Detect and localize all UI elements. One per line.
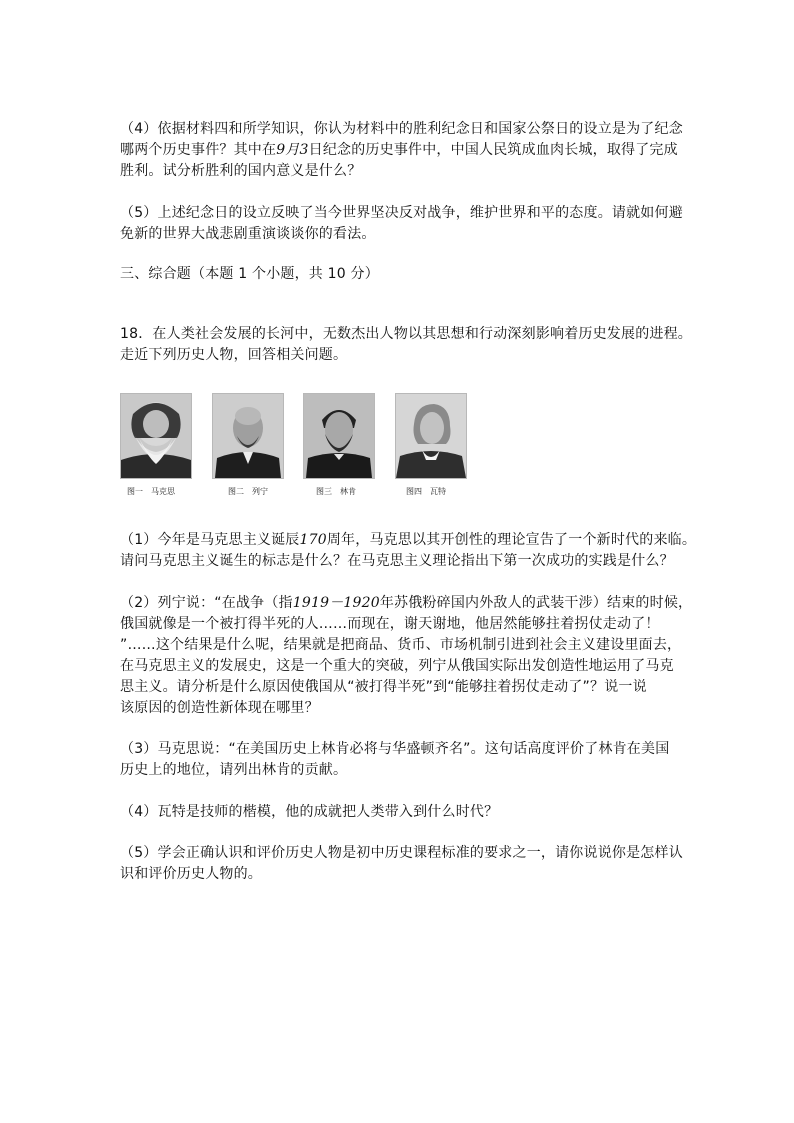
q18-part1-line2: 请问马克思主义诞生的标志是什么？在马克思主义理论指出下第一次成功的实践是什么？ [120,553,674,569]
q18-part2-line3: ”……这个结果是什么呢，结果就是把商品、货币、市场机制引进到社会主义建设里面去， [120,637,682,653]
caption-watt: 图四 瓦特 [406,487,446,496]
caption-lenin: 图二 列宁 [228,487,268,496]
q18-part4-line: （4）瓦特是技师的楷模，他的成就把人类带入到什么时代？ [120,804,499,820]
q17-part4-date: 9月3 [276,142,309,158]
portrait-marx [120,393,192,479]
q18-part3-line2: 历史上的地位，请列出林肯的贡献。 [120,762,348,778]
q17-part5-line2: 免新的世界大战悲剧重演谈谈你的看法。 [120,226,376,242]
q18-part2-text-b: 年苏俄粉碎国内外敌人的武装干涉）结束的时候， [379,595,693,611]
q18-part1-line1 [120,532,696,548]
q18-part2-text-a: （2）列宁说：“在战争（指 [120,595,293,611]
q18-part2-years: 1919－1920 [292,595,380,611]
q18-part2-line5: 思主义。请分析是什么原因使俄国从“被打得半死”到“能够拄着拐仗走动了”？说一说 [120,679,647,695]
q18-part2-line1 [120,595,692,611]
q18-part5-line1: （5）学会正确认识和评价历史人物是初中历史课程标准的要求之一，请你说说你是怎样认 [120,845,683,861]
caption-lincoln: 图三 林肯 [316,487,356,496]
q18-part5-line2: 识和评价历史人物的。 [120,866,262,882]
q18-intro-line1: 18．在人类社会发展的长河中，无数杰出人物以其思想和行动深刻影响着历史发展的进程。 [120,326,693,342]
q18-part3-line1: （3）马克思说：“在美国历史上林肯必将与华盛顿齐名”。这句话高度评价了林肯在美国 [120,741,670,757]
q17-part4-text-a: 哪两个历史事件？其中在 [120,142,277,158]
q17-part4-line2 [120,142,678,158]
q18-part1-text-b: 周年，马克思以其开创性的理论宣告了一个新时代的来临。 [326,532,697,548]
q17-part4-line1: （4）依据材料四和所学知识，你认为材料中的胜利纪念日和国家公祭日的设立是为了纪念 [120,121,683,137]
q18-part2-line4: 在马克思主义的发展史，这是一个重大的突破，列宁从俄国实际出发创造性地运用了马克 [120,658,674,674]
q18-part2-line6: 该原因的创造性新体现在哪里？ [120,700,319,716]
q17-part4-text-b: 日纪念的历史事件中，中国人民筑成血肉长城，取得了完成 [308,142,678,158]
caption-marx: 图一 马克思 [127,487,175,496]
section-3-heading: 三、综合题（本题 1 个小题，共 10 分） [120,266,379,282]
q18-part2-line2: 俄国就像是一个被打得半死的人……而现在，谢天谢地，他居然能够拄着拐仗走动了！ [120,616,660,632]
q18-intro-line2: 走近下列历史人物，回答相关问题。 [120,347,348,363]
portrait-lincoln [303,393,375,479]
q18-part1-text-a: （1）今年是马克思主义诞辰 [120,532,300,548]
q17-part5-line1: （5）上述纪念日的设立反映了当今世界坚决反对战争，维护世界和平的态度。请就如何避 [120,205,683,221]
q17-part4-line3: 胜利。试分析胜利的国内意义是什么？ [120,163,362,179]
portrait-watt [395,393,467,479]
portrait-lenin [212,393,284,479]
q18-part1-number: 170 [299,532,327,548]
